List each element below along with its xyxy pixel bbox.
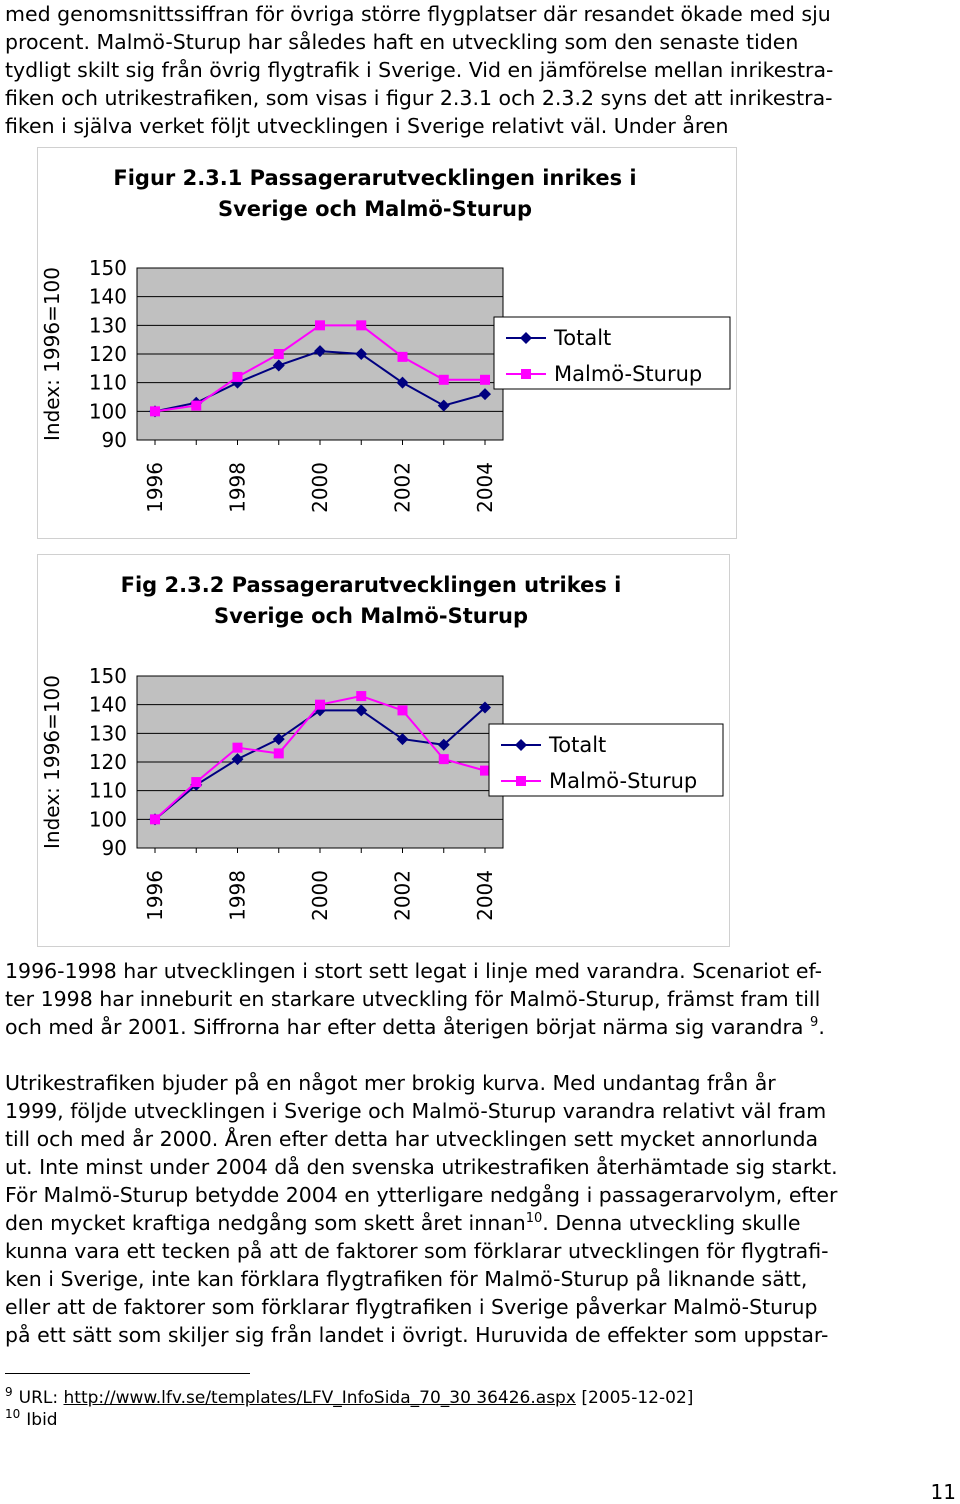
text-line: För Malmö-Sturup betydde 2004 en ytterligare nedgång i passagerarvolym, efter bbox=[5, 1183, 838, 1207]
x-tick-label: 2004 bbox=[473, 870, 497, 921]
footnote-ref-9[interactable]: 9 bbox=[810, 1015, 819, 1031]
y-tick-label: 140 bbox=[88, 284, 127, 309]
y-tick-label: 100 bbox=[88, 807, 127, 832]
data-point-square bbox=[274, 349, 284, 359]
text-line bbox=[5, 1013, 955, 1041]
chart-title: Fig 2.3.2 Passagerarutvecklingen utrikes i bbox=[120, 573, 622, 597]
x-tick-label: 2002 bbox=[390, 462, 415, 513]
data-point-square bbox=[356, 320, 366, 330]
figure-inrikes bbox=[37, 147, 737, 539]
legend-marker-square bbox=[521, 369, 531, 379]
x-tick-label: 2000 bbox=[308, 870, 332, 921]
x-tick-label: 1996 bbox=[143, 870, 167, 921]
text-line: fiken i själva verket följt utvecklingen i Sverige relativt väl. Under åren bbox=[5, 114, 729, 138]
x-tick-label: 1998 bbox=[225, 462, 250, 513]
y-tick-label: 120 bbox=[88, 342, 127, 366]
text-line: tydligt skilt sig från övrig flygtrafik i Sverige. Vid en jämförelse mellan inrikestra- bbox=[5, 58, 834, 82]
x-tick-label: 1996 bbox=[143, 462, 167, 513]
footnote-ref-10[interactable]: 10 bbox=[525, 1211, 543, 1227]
chart-title: Figur 2.3.1 Passagerarutvecklingen inrikes i bbox=[113, 166, 637, 190]
text-fragment: och med år 2001. Siffrorna har efter detta återigen börjat närma sig varandra bbox=[5, 1015, 804, 1039]
data-point-square bbox=[191, 777, 201, 787]
data-point-square bbox=[356, 691, 366, 701]
page-number: 11 bbox=[930, 1480, 956, 1504]
legend-label: Totalt bbox=[549, 733, 607, 757]
data-point-square bbox=[233, 372, 243, 382]
text-line: till och med år 2000. Åren efter detta har utvecklingen sett mycket annorlunda bbox=[5, 1127, 819, 1151]
text-line: ter 1998 har inneburit en starkare utveckling för Malmö-Sturup, främst fram till bbox=[5, 987, 821, 1011]
intro-paragraph bbox=[5, 0, 955, 140]
x-tick-label: 2004 bbox=[473, 462, 497, 513]
footnote-number: 10 bbox=[5, 1407, 21, 1422]
footnote-prefix: URL: bbox=[18, 1388, 64, 1408]
legend-marker-square bbox=[516, 776, 526, 786]
y-tick-label: 150 bbox=[88, 664, 127, 688]
footnote-separator bbox=[5, 1373, 250, 1374]
x-tick-label: 2000 bbox=[308, 462, 332, 513]
data-point-square bbox=[398, 352, 408, 362]
text-line: ken i Sverige, inte kan förklara flygtrafiken för Malmö-Sturup på liknande sätt, bbox=[5, 1267, 808, 1291]
data-point-square bbox=[315, 700, 325, 710]
text-line: Utrikestrafiken bjuder på en något mer brokig kurva. Med undantag från år bbox=[5, 1071, 776, 1095]
data-point-square bbox=[191, 401, 201, 411]
y-tick-label: 130 bbox=[88, 313, 127, 338]
data-point-square bbox=[315, 320, 325, 330]
y-tick-label: 130 bbox=[88, 721, 127, 746]
footnote-url-link[interactable]: http://www.lfv.se/templates/LFV_InfoSida_70_30 36426.aspx bbox=[63, 1388, 576, 1408]
data-point-square bbox=[150, 406, 160, 416]
y-axis-label: Index: 1996=100 bbox=[40, 675, 64, 849]
text-line: 1996-1998 har utvecklingen i stort sett legat i linje med varandra. Scenariot ef- bbox=[5, 959, 822, 983]
legend-label: Malmö-Sturup bbox=[554, 362, 703, 386]
footnote-date: [2005-12-02] bbox=[575, 1388, 694, 1408]
y-tick-label: 90 bbox=[101, 428, 127, 452]
data-point-square bbox=[398, 705, 408, 715]
y-tick-label: 110 bbox=[88, 370, 127, 395]
data-point-square bbox=[480, 375, 490, 385]
text-fragment: den mycket kraftiga nedgång som skett året innan bbox=[5, 1211, 526, 1235]
text-fragment: . Denna utveckling skulle bbox=[542, 1211, 801, 1235]
text-line: eller att de faktorer som förklarar flygtrafiken i Sverige påverkar Malmö-Sturup bbox=[5, 1295, 818, 1319]
data-point-square bbox=[150, 814, 160, 824]
x-tick-label: 2002 bbox=[390, 870, 415, 921]
y-tick-label: 120 bbox=[88, 750, 127, 774]
y-tick-label: 150 bbox=[88, 256, 127, 280]
footnote-number: 9 bbox=[5, 1385, 13, 1400]
figure-utrikes bbox=[37, 554, 730, 947]
footnote-text: Ibid bbox=[26, 1410, 58, 1430]
y-tick-label: 140 bbox=[88, 692, 127, 717]
text-line: på ett sätt som skiljer sig från landet i övrigt. Huruvida de effekter som uppstar- bbox=[5, 1323, 829, 1347]
chart-utrikes bbox=[38, 555, 729, 946]
footnote-9 bbox=[5, 1387, 693, 1409]
data-point-square bbox=[233, 743, 243, 753]
body-paragraph-1 bbox=[5, 957, 955, 1041]
text-line: ut. Inte minst under 2004 då den svenska utrikestrafiken återhämtade sig starkt. bbox=[5, 1155, 838, 1179]
text-line: fiken och utrikestrafiken, som visas i figur 2.3.1 och 2.3.2 syns det att inrikestra- bbox=[5, 86, 833, 110]
footnote-10 bbox=[5, 1409, 58, 1431]
chart-title: Sverige och Malmö-Sturup bbox=[217, 197, 533, 221]
chart-title: Sverige och Malmö-Sturup bbox=[213, 604, 529, 628]
data-point-square bbox=[439, 375, 449, 385]
data-point-square bbox=[439, 754, 449, 764]
y-axis-label: Index: 1996=100 bbox=[40, 267, 64, 441]
text-line: med genomsnittssiffran för övriga större flygplatser där resandet ökade med sju bbox=[5, 2, 831, 26]
text-line: 1999, följde utvecklingen i Sverige och Malmö-Sturup varandra relativt väl fram bbox=[5, 1099, 827, 1123]
text-line: procent. Malmö-Sturup har således haft en utveckling som den senaste tiden bbox=[5, 30, 799, 54]
legend-label: Totalt bbox=[554, 326, 612, 350]
legend-label: Malmö-Sturup bbox=[549, 769, 698, 793]
data-point-square bbox=[274, 748, 284, 758]
chart-inrikes bbox=[38, 148, 736, 538]
body-paragraph-2 bbox=[5, 1069, 955, 1349]
y-tick-label: 110 bbox=[88, 778, 127, 803]
y-tick-label: 100 bbox=[88, 399, 127, 424]
y-tick-label: 90 bbox=[101, 836, 127, 860]
text-line: kunna vara ett tecken på att de faktorer som förklarar utvecklingen för flygtrafi- bbox=[5, 1239, 829, 1263]
text-fragment: . bbox=[818, 1015, 825, 1039]
text-line bbox=[5, 1209, 955, 1237]
x-tick-label: 1998 bbox=[225, 870, 250, 921]
